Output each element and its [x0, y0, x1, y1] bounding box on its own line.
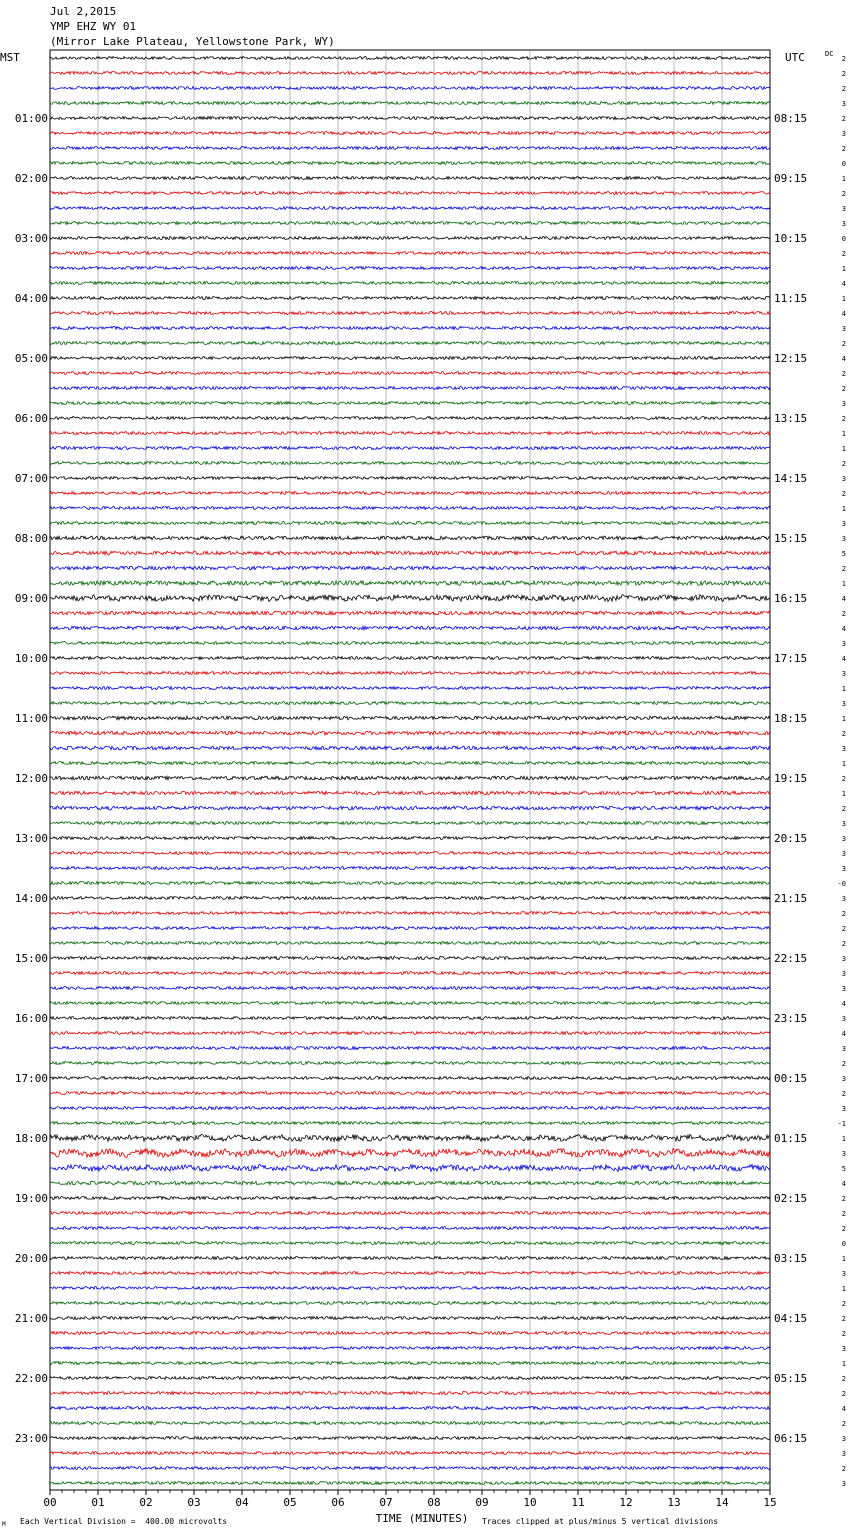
dc-offset-value: 2: [841, 55, 846, 63]
dc-offset-value: 3: [841, 865, 846, 873]
trace-row: [50, 1332, 770, 1335]
trace-row: [50, 1302, 770, 1305]
trace-row: [50, 462, 770, 465]
mst-hour-label: 12:00: [14, 772, 48, 785]
dc-offset-value: 1: [841, 1255, 846, 1263]
utc-hour-label: 11:15: [774, 292, 808, 305]
trace-row: [50, 162, 770, 165]
dc-offset-value: 4: [841, 280, 846, 288]
trace-row: [50, 672, 770, 675]
utc-hour-label: 22:15: [774, 952, 808, 965]
mst-hour-label: 22:00: [14, 1372, 48, 1385]
dc-offset-value: 3: [841, 1015, 846, 1023]
mst-hour-label: 13:00: [14, 832, 48, 845]
seismic-traces: [50, 57, 770, 1485]
dc-offset-value: 1: [841, 760, 846, 768]
trace-row: [50, 1287, 770, 1290]
trace-row: [50, 417, 770, 420]
trace-row: [50, 536, 770, 540]
mst-hour-label: 07:00: [14, 472, 48, 485]
dc-offset-value: 2: [841, 910, 846, 918]
utc-hour-label: 06:15: [774, 1432, 808, 1445]
dc-offset-value: 3: [841, 1105, 846, 1113]
dc-offset-value: 3: [841, 1450, 846, 1458]
x-tick-label: 05: [283, 1496, 297, 1509]
trace-row: [50, 372, 770, 375]
dc-offset-value: 3: [841, 1075, 846, 1083]
utc-hour-label: 02:15: [774, 1192, 808, 1205]
dc-offset-value: 2: [841, 1420, 846, 1428]
mst-hour-label: 04:00: [14, 292, 48, 305]
x-tick-label: 04: [235, 1496, 249, 1509]
trace-row: [50, 702, 770, 705]
mst-hour-label: 02:00: [14, 172, 48, 185]
utc-hour-label: 05:15: [774, 1372, 808, 1385]
x-tick-label: 15: [763, 1496, 777, 1509]
dc-offset-value: 1: [841, 685, 846, 693]
dc-offset-value: 4: [841, 1030, 846, 1038]
trace-row: [50, 882, 770, 885]
trace-row: [50, 117, 770, 120]
dc-offset-value: 2: [841, 250, 846, 258]
trace-row: [50, 852, 770, 855]
trace-row: [50, 1257, 770, 1260]
dc-offset-value: 2: [841, 490, 846, 498]
dc-offset-labels: [838, 55, 846, 1488]
x-tick-label: 07: [379, 1496, 393, 1509]
x-tick-label: 02: [139, 1496, 153, 1509]
dc-offset-value: 2: [841, 610, 846, 618]
trace-row: [50, 1362, 770, 1365]
dc-offset-value: 3: [841, 1345, 846, 1353]
dc-offset-value: 1: [841, 1135, 846, 1143]
dc-offset-value: 2: [841, 190, 846, 198]
trace-row: [50, 1482, 770, 1485]
dc-offset-value: 3: [841, 535, 846, 543]
dc-offset-value: 2: [841, 1090, 846, 1098]
trace-row: [50, 806, 770, 810]
dc-offset-value: 3: [841, 820, 846, 828]
utc-hour-label: 12:15: [774, 352, 808, 365]
trace-row: [50, 1422, 770, 1425]
station-location: (Mirror Lake Plateau, Yellowstone Park, WY): [50, 35, 335, 48]
dc-offset-value: 2: [841, 370, 846, 378]
trace-row: [50, 972, 770, 975]
dc-offset-value: -0: [837, 880, 846, 888]
trace-row: [50, 987, 770, 990]
utc-hour-label: 16:15: [774, 592, 808, 605]
dc-offset-value: 2: [841, 1465, 846, 1473]
trace-row: [50, 1135, 770, 1142]
x-tick-label: 01: [91, 1496, 105, 1509]
dc-offset-value: 3: [841, 1270, 846, 1278]
trace-row: [50, 387, 770, 390]
trace-row: [50, 267, 770, 270]
scale-note: Each Vertical Division = 400.00 microvolts: [20, 1517, 228, 1526]
trace-row: [50, 837, 770, 840]
dc-offset-value: 2: [841, 70, 846, 78]
dc-offset-value: 2: [841, 385, 846, 393]
trace-row: [50, 492, 770, 495]
dc-offset-value: 3: [841, 700, 846, 708]
trace-row: [50, 477, 770, 480]
dc-offset-value: 1: [841, 430, 846, 438]
x-tick-label: 11: [571, 1496, 585, 1509]
trace-row: [50, 327, 770, 330]
dc-offset-value: 2: [841, 340, 846, 348]
utc-hour-label: 01:15: [774, 1132, 808, 1145]
mst-hour-label: 23:00: [14, 1432, 48, 1445]
trace-row: [50, 581, 770, 585]
dc-offset-value: 1: [841, 295, 846, 303]
trace-row: [50, 1437, 770, 1440]
dc-offset-value: 2: [841, 1315, 846, 1323]
dc-offset-value: 3: [841, 205, 846, 213]
trace-row: [50, 776, 770, 780]
dc-offset-value: 2: [841, 1195, 846, 1203]
trace-row: [50, 447, 770, 450]
trace-row: [50, 1017, 770, 1020]
dc-offset-value: 3: [841, 1150, 846, 1158]
trace-row: [50, 237, 770, 240]
trace-row: [50, 595, 770, 602]
trace-row: [50, 1317, 770, 1320]
trace-row: [50, 566, 770, 570]
trace-row: [50, 1092, 770, 1095]
dc-offset-value: 2: [841, 1225, 846, 1233]
dc-offset-value: 3: [841, 895, 846, 903]
dc-offset-value: 3: [841, 400, 846, 408]
mst-hour-label: 15:00: [14, 952, 48, 965]
dc-offset-value: 3: [841, 670, 846, 678]
dc-offset-value: 2: [841, 1330, 846, 1338]
x-tick-label: 12: [619, 1496, 633, 1509]
dc-offset-value: 2: [841, 1210, 846, 1218]
trace-row: [50, 357, 770, 360]
trace-row: [50, 731, 770, 735]
trace-row: [50, 1165, 770, 1172]
trace-row: [50, 1122, 770, 1125]
utc-label: UTC: [785, 51, 805, 64]
dc-offset-value: 2: [841, 1390, 846, 1398]
trace-row: [50, 252, 770, 255]
trace-row: [50, 791, 770, 795]
dc-offset-value: 2: [841, 1300, 846, 1308]
dc-offset-value: 4: [841, 625, 846, 633]
dc-offset-value: 2: [841, 415, 846, 423]
chart-date: Jul 2,2015: [50, 5, 117, 18]
trace-row: [50, 282, 770, 285]
x-tick-label: 10: [523, 1496, 537, 1509]
mst-hour-label: 17:00: [14, 1072, 48, 1085]
dc-offset-value: 2: [841, 85, 846, 93]
trace-row: [50, 297, 770, 300]
dc-offset-value: 0: [841, 1240, 846, 1248]
dc-offset-value: 2: [841, 1060, 846, 1068]
x-tick-label: 14: [715, 1496, 729, 1509]
utc-hour-label: 09:15: [774, 172, 808, 185]
dc-offset-value: 3: [841, 835, 846, 843]
dc-offset-value: 4: [841, 310, 846, 318]
mst-hour-label: 11:00: [14, 712, 48, 725]
trace-row: [50, 822, 770, 825]
trace-row: [50, 1212, 770, 1215]
mst-hour-label: 18:00: [14, 1132, 48, 1145]
dc-offset-value: 2: [841, 805, 846, 813]
trace-row: [50, 912, 770, 915]
trace-row: [50, 1047, 770, 1050]
station-name: YMP EHZ WY 01: [50, 20, 137, 33]
dc-offset-value: 3: [841, 970, 846, 978]
mst-hour-label: 08:00: [14, 532, 48, 545]
trace-row: [50, 1062, 770, 1065]
trace-row: [50, 1149, 770, 1158]
dc-offset-value: 2: [841, 145, 846, 153]
x-tick-label: 09: [475, 1496, 489, 1509]
utc-hour-label: 21:15: [774, 892, 808, 905]
trace-row: [50, 102, 770, 105]
trace-row: [50, 942, 770, 945]
utc-hour-label: 20:15: [774, 832, 808, 845]
trace-row: [50, 626, 770, 630]
trace-row: [50, 312, 770, 315]
dc-offset-value: 3: [841, 520, 846, 528]
utc-hour-label: 15:15: [774, 532, 808, 545]
dc-offset-value: 3: [841, 220, 846, 228]
dc-offset-value: 4: [841, 1405, 846, 1413]
dc-offset-value: 2: [841, 940, 846, 948]
utc-hour-label: 19:15: [774, 772, 808, 785]
trace-row: [50, 87, 770, 90]
dc-offset-value: 4: [841, 1000, 846, 1008]
dc-offset-value: 3: [841, 1045, 846, 1053]
trace-row: [50, 1107, 770, 1110]
dc-offset-value: 4: [841, 595, 846, 603]
trace-row: [50, 72, 770, 75]
trace-row: [50, 746, 770, 750]
dc-offset-value: 3: [841, 850, 846, 858]
trace-row: [50, 1452, 770, 1455]
trace-row: [50, 716, 770, 720]
dc-offset-value: 3: [841, 100, 846, 108]
utc-hour-label: 08:15: [774, 112, 808, 125]
utc-hour-label: 17:15: [774, 652, 808, 665]
dc-offset-value: 4: [841, 355, 846, 363]
dc-offset-value: 0: [841, 235, 846, 243]
dc-offset-value: 1: [841, 445, 846, 453]
x-tick-label: 13: [667, 1496, 681, 1509]
dc-offset-value: 1: [841, 790, 846, 798]
trace-row: [50, 657, 770, 660]
trace-row: [50, 762, 770, 765]
dc-offset-value: 3: [841, 745, 846, 753]
mst-hour-label: 03:00: [14, 232, 48, 245]
dc-offset-value: 4: [841, 655, 846, 663]
utc-hour-label: 18:15: [774, 712, 808, 725]
mst-hour-label: 01:00: [14, 112, 48, 125]
dc-offset-value: 3: [841, 475, 846, 483]
mst-label: MST: [0, 51, 20, 64]
utc-hour-label: 04:15: [774, 1312, 808, 1325]
dc-offset-value: 1: [841, 505, 846, 513]
dc-offset-value: 2: [841, 565, 846, 573]
dc-offset-value: 5: [841, 1165, 846, 1173]
trace-row: [50, 687, 770, 690]
corner-mark: M: [2, 1521, 6, 1528]
dc-offset-value: 3: [841, 130, 846, 138]
trace-row: [50, 147, 770, 150]
dc-label: DC: [825, 50, 834, 58]
dc-offset-value: 1: [841, 265, 846, 273]
dc-offset-value: 3: [841, 985, 846, 993]
trace-row: [50, 1347, 770, 1350]
trace-row: [50, 1242, 770, 1245]
dc-offset-value: 4: [841, 1180, 846, 1188]
utc-hour-labels: [774, 112, 807, 1445]
trace-row: [50, 957, 770, 960]
dc-offset-value: 1: [841, 580, 846, 588]
mst-hour-label: 14:00: [14, 892, 48, 905]
trace-row: [50, 342, 770, 345]
dc-offset-value: 5: [841, 550, 846, 558]
trace-row: [50, 611, 770, 615]
mst-hour-label: 16:00: [14, 1012, 48, 1025]
dc-offset-value: 2: [841, 115, 846, 123]
trace-row: [50, 57, 770, 60]
utc-hour-label: 14:15: [774, 472, 808, 485]
trace-row: [50, 207, 770, 210]
dc-offset-value: 2: [841, 925, 846, 933]
dc-offset-value: 3: [841, 325, 846, 333]
utc-hour-label: 10:15: [774, 232, 808, 245]
utc-hour-label: 00:15: [774, 1072, 808, 1085]
dc-offset-value: 3: [841, 640, 846, 648]
trace-row: [50, 1077, 770, 1080]
dc-offset-value: 3: [841, 1480, 846, 1488]
trace-row: [50, 1407, 770, 1410]
dc-offset-value: -1: [837, 1120, 846, 1128]
mst-hour-label: 05:00: [14, 352, 48, 365]
x-axis-title: TIME (MINUTES): [375, 1512, 469, 1525]
trace-row: [50, 522, 770, 525]
trace-row: [50, 1392, 770, 1395]
utc-hour-label: 03:15: [774, 1252, 808, 1265]
trace-row: [50, 927, 770, 930]
trace-row: [50, 1002, 770, 1005]
x-tick-label: 03: [187, 1496, 201, 1509]
trace-row: [50, 897, 770, 900]
dc-offset-value: 0: [841, 160, 846, 168]
dc-offset-value: 2: [841, 775, 846, 783]
trace-row: [50, 432, 770, 435]
dc-offset-value: 2: [841, 730, 846, 738]
x-tick-label: 06: [331, 1496, 345, 1509]
utc-hour-label: 23:15: [774, 1012, 808, 1025]
mst-hour-label: 21:00: [14, 1312, 48, 1325]
utc-hour-label: 13:15: [774, 412, 808, 425]
dc-offset-value: 1: [841, 715, 846, 723]
x-tick-label: 00: [43, 1496, 57, 1509]
trace-row: [50, 867, 770, 870]
trace-row: [50, 642, 770, 645]
trace-row: [50, 1181, 770, 1185]
trace-row: [50, 551, 770, 555]
clip-note: Traces clipped at plus/minus 5 vertical divisions: [482, 1517, 719, 1526]
mst-hour-label: 20:00: [14, 1252, 48, 1265]
mst-hour-label: 06:00: [14, 412, 48, 425]
dc-offset-value: 3: [841, 955, 846, 963]
dc-offset-value: 3: [841, 1435, 846, 1443]
dc-offset-value: 1: [841, 175, 846, 183]
dc-offset-value: 2: [841, 1375, 846, 1383]
trace-row: [50, 1377, 770, 1380]
trace-row: [50, 192, 770, 195]
trace-row: [50, 1227, 770, 1230]
trace-row: [50, 402, 770, 405]
x-tick-label: 08: [427, 1496, 441, 1509]
trace-row: [50, 177, 770, 180]
mst-hour-label: 19:00: [14, 1192, 48, 1205]
trace-row: [50, 132, 770, 135]
x-axis: [43, 1490, 776, 1509]
trace-row: [50, 507, 770, 510]
mst-hour-label: 10:00: [14, 652, 48, 665]
dc-offset-value: 1: [841, 1360, 846, 1368]
dc-offset-value: 1: [841, 1285, 846, 1293]
trace-row: [50, 1272, 770, 1275]
trace-row: [50, 1467, 770, 1470]
trace-row: [50, 222, 770, 225]
mst-hour-labels: [15, 112, 48, 1445]
mst-hour-label: 09:00: [14, 592, 48, 605]
trace-row: [50, 1032, 770, 1035]
dc-offset-value: 2: [841, 460, 846, 468]
trace-row: [50, 1197, 770, 1200]
